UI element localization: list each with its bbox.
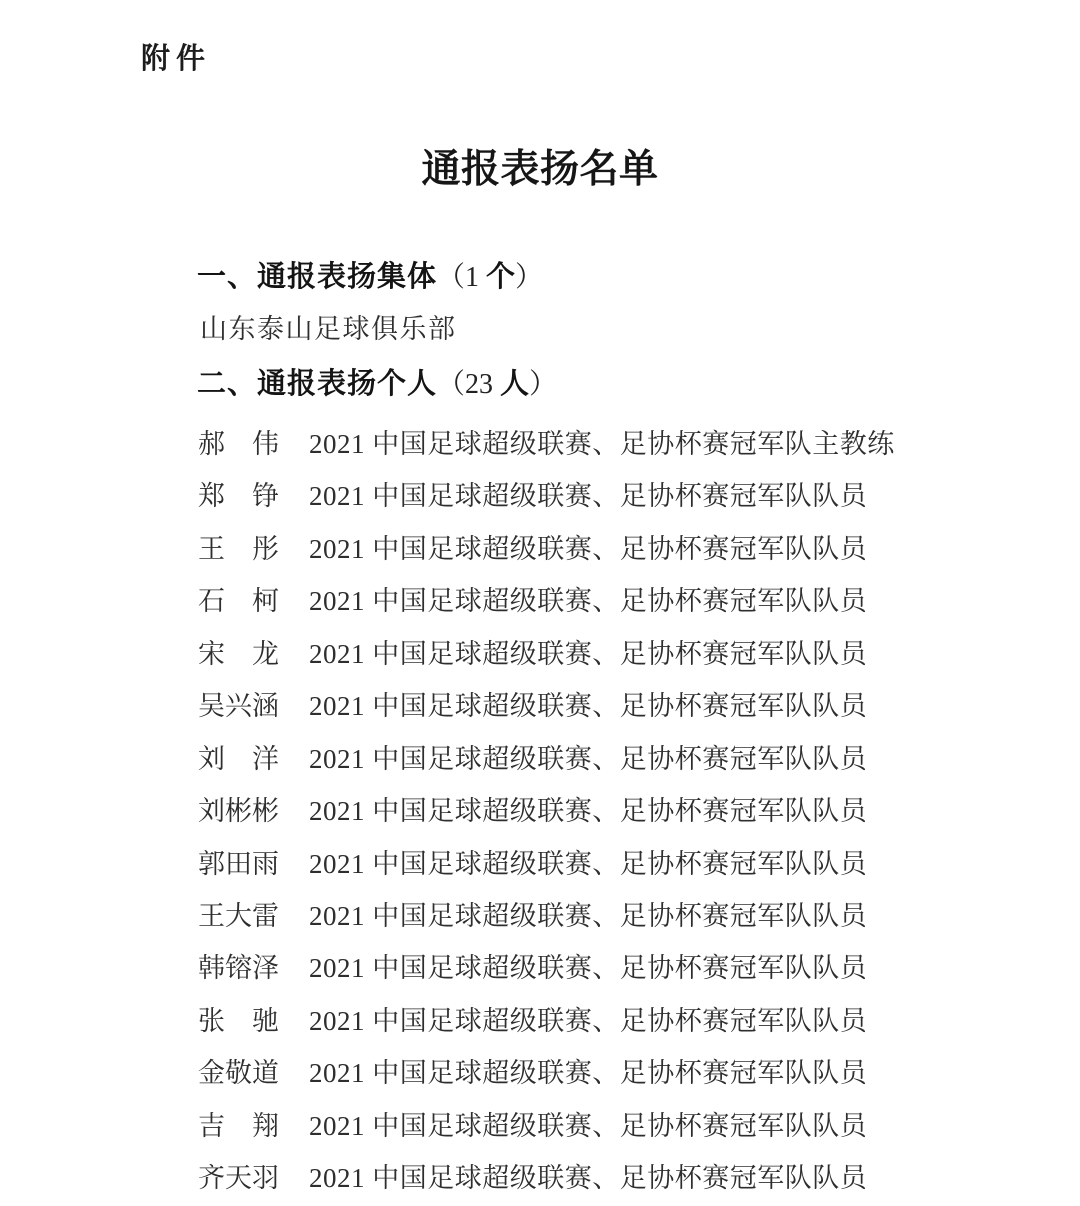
section-individuals-count-close: ） bbox=[529, 369, 558, 400]
person-row bbox=[198, 742, 958, 794]
section-heading-collective bbox=[197, 259, 543, 296]
person-row bbox=[198, 427, 958, 479]
person-row bbox=[198, 637, 958, 689]
person-role: 2021 中国足球超级联赛、足协杯赛冠军队队员 bbox=[309, 1163, 868, 1194]
person-name: 王 彤 bbox=[198, 533, 279, 564]
person-role: 2021 中国足球超级联赛、足协杯赛冠军队队员 bbox=[309, 1110, 868, 1141]
person-role: 2021 中国足球超级联赛、足协杯赛冠军队队员 bbox=[309, 848, 868, 879]
section-collective-heading-text: 一、通报表扬集体 bbox=[197, 261, 438, 293]
section-heading-individuals bbox=[197, 366, 557, 403]
person-row bbox=[198, 584, 958, 636]
person-role: 2021 中国足球超级联赛、足协杯赛冠军队队员 bbox=[309, 638, 868, 669]
person-name: 吴兴涵 bbox=[198, 691, 279, 722]
person-role: 2021 中国足球超级联赛、足协杯赛冠军队队员 bbox=[309, 900, 868, 931]
person-role: 2021 中国足球超级联赛、足协杯赛冠军队主教练 bbox=[309, 429, 895, 459]
person-row bbox=[198, 1109, 958, 1161]
person-name: 石 柯 bbox=[198, 586, 279, 617]
section-individuals-count-unit: 人 bbox=[500, 368, 530, 400]
person-row bbox=[198, 899, 958, 951]
person-role: 2021 中国足球超级联赛、足协杯赛冠军队队员 bbox=[309, 743, 868, 774]
page-title: 通报表扬名单 bbox=[421, 148, 659, 191]
person-role: 2021 中国足球超级联赛、足协杯赛冠军队队员 bbox=[309, 953, 868, 984]
person-row bbox=[198, 1056, 958, 1108]
person-row bbox=[198, 847, 958, 899]
person-name: 刘彬彬 bbox=[198, 796, 279, 827]
people-list bbox=[198, 427, 958, 1206]
attachment-label: 附件 bbox=[141, 43, 212, 75]
person-name: 齐天羽 bbox=[198, 1163, 279, 1194]
section-individuals-count-open: （23 bbox=[437, 369, 501, 400]
person-name: 宋 龙 bbox=[198, 638, 279, 669]
person-role: 2021 中国足球超级联赛、足协杯赛冠军队队员 bbox=[309, 481, 868, 512]
person-row bbox=[198, 1004, 958, 1056]
person-name: 韩镕泽 bbox=[198, 953, 279, 984]
person-name: 刘 洋 bbox=[198, 743, 279, 774]
person-name: 吉 翔 bbox=[198, 1110, 279, 1141]
section-collective-count-close: ） bbox=[515, 262, 544, 293]
section-collective-count-unit: 个 bbox=[486, 261, 516, 293]
person-name: 王大雷 bbox=[198, 900, 279, 931]
collective-name: 山东泰山足球俱乐部 bbox=[200, 314, 457, 344]
person-name: 金敬道 bbox=[198, 1058, 279, 1089]
person-name: 张 驰 bbox=[198, 1005, 279, 1036]
person-row bbox=[198, 951, 958, 1003]
person-role: 2021 中国足球超级联赛、足协杯赛冠军队队员 bbox=[309, 1058, 868, 1089]
person-role: 2021 中国足球超级联赛、足协杯赛冠军队队员 bbox=[309, 1005, 868, 1036]
person-name: 郭田雨 bbox=[198, 848, 279, 879]
person-row bbox=[198, 794, 958, 846]
person-row bbox=[198, 689, 958, 741]
person-role: 2021 中国足球超级联赛、足协杯赛冠军队队员 bbox=[309, 586, 868, 617]
person-role: 2021 中国足球超级联赛、足协杯赛冠军队队员 bbox=[309, 533, 868, 564]
person-row bbox=[198, 479, 958, 531]
person-name: 郑 铮 bbox=[198, 481, 279, 512]
person-role: 2021 中国足球超级联赛、足协杯赛冠军队队员 bbox=[309, 796, 868, 827]
section-individuals-heading-text: 二、通报表扬个人 bbox=[197, 368, 438, 400]
person-name: 郝 伟 bbox=[198, 429, 279, 459]
person-row bbox=[198, 532, 958, 584]
section-collective-count-open: （1 bbox=[437, 262, 487, 293]
person-role: 2021 中国足球超级联赛、足协杯赛冠军队队员 bbox=[309, 691, 868, 722]
person-row bbox=[198, 1161, 958, 1206]
